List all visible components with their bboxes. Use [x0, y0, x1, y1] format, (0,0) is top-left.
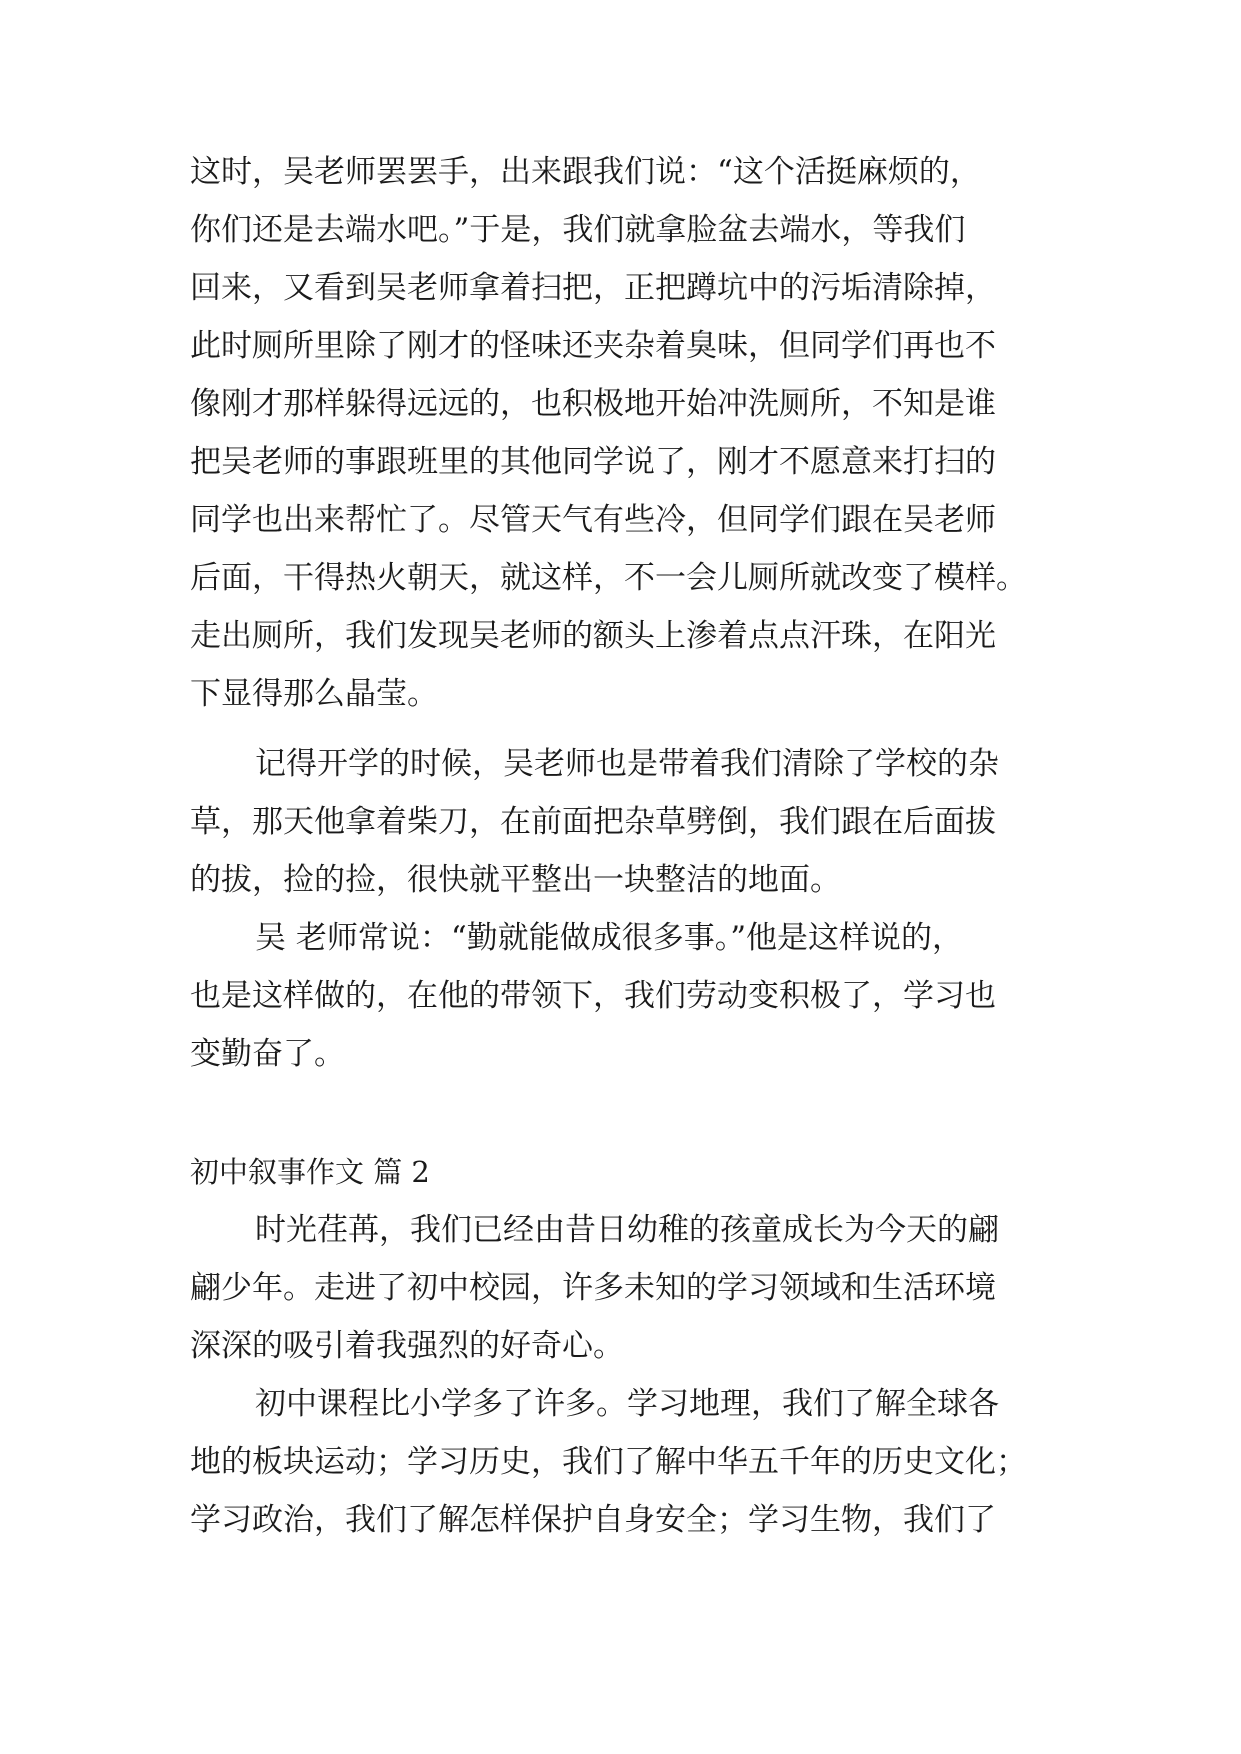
- text-line: 深深的吸引着我强烈的好奇心。: [190, 1328, 624, 1364]
- text-line: 走出厕所，我们发现吴老师的额头上渗着点点汗珠，在阳光: [190, 618, 996, 654]
- text-line: 像刚才那样躲得远远的，也积极地开始冲洗厕所，不知是谁: [190, 386, 996, 422]
- text-line: 同学也出来帮忙了。尽管天气有些冷，但同学们跟在吴老师: [190, 502, 996, 538]
- text-line: 学习政治，我们了解怎样保护自身安全；学习生物，我们了: [190, 1502, 996, 1538]
- text-line: 下显得那么晶莹。: [190, 676, 438, 712]
- text-line: 此时厕所里除了刚才的怪味还夹杂着臭味，但同学们再也不: [190, 328, 996, 364]
- text-line: 时光荏苒，我们已经由昔日幼稚的孩童成长为今天的翩: [255, 1212, 999, 1248]
- text-line: 你们还是去端水吧。”于是，我们就拿脸盆去端水，等我们: [190, 212, 966, 248]
- text-line: 地的板块运动；学习历史，我们了解中华五千年的历史文化；: [190, 1444, 1027, 1480]
- text-line: 翩少年。走进了初中校园，许多未知的学习领域和生活环境: [190, 1270, 996, 1306]
- text-line: 回来，又看到吴老师拿着扫把，正把蹲坑中的污垢清除掉，: [190, 270, 996, 306]
- text-line: 记得开学的时候，吴老师也是带着我们清除了学校的杂: [255, 746, 999, 782]
- text-line: 把吴老师的事跟班里的其他同学说了，刚才不愿意来打扫的: [190, 444, 996, 480]
- text-line: 这时，吴老师罢罢手，出来跟我们说：“这个活挺麻烦的，: [190, 154, 981, 190]
- text-line: 初中课程比小学多了许多。学习地理，我们了解全球各: [255, 1386, 999, 1422]
- section-heading: 初中叙事作文 篇 2: [190, 1155, 430, 1189]
- text-line: 也是这样做的，在他的带领下，我们劳动变积极了，学习也: [190, 978, 996, 1014]
- text-line: 草，那天他拿着柴刀，在前面把杂草劈倒，我们跟在后面拔: [190, 804, 996, 840]
- text-line: 吴 老师常说：“勤就能做成很多事。”他是这样说的，: [255, 920, 964, 956]
- text-line: 的拔，捡的捡，很快就平整出一块整洁的地面。: [190, 862, 841, 898]
- text-line: 后面，干得热火朝天，就这样，不一会儿厕所就改变了模样。: [190, 560, 1027, 596]
- text-line: 变勤奋了。: [190, 1036, 345, 1072]
